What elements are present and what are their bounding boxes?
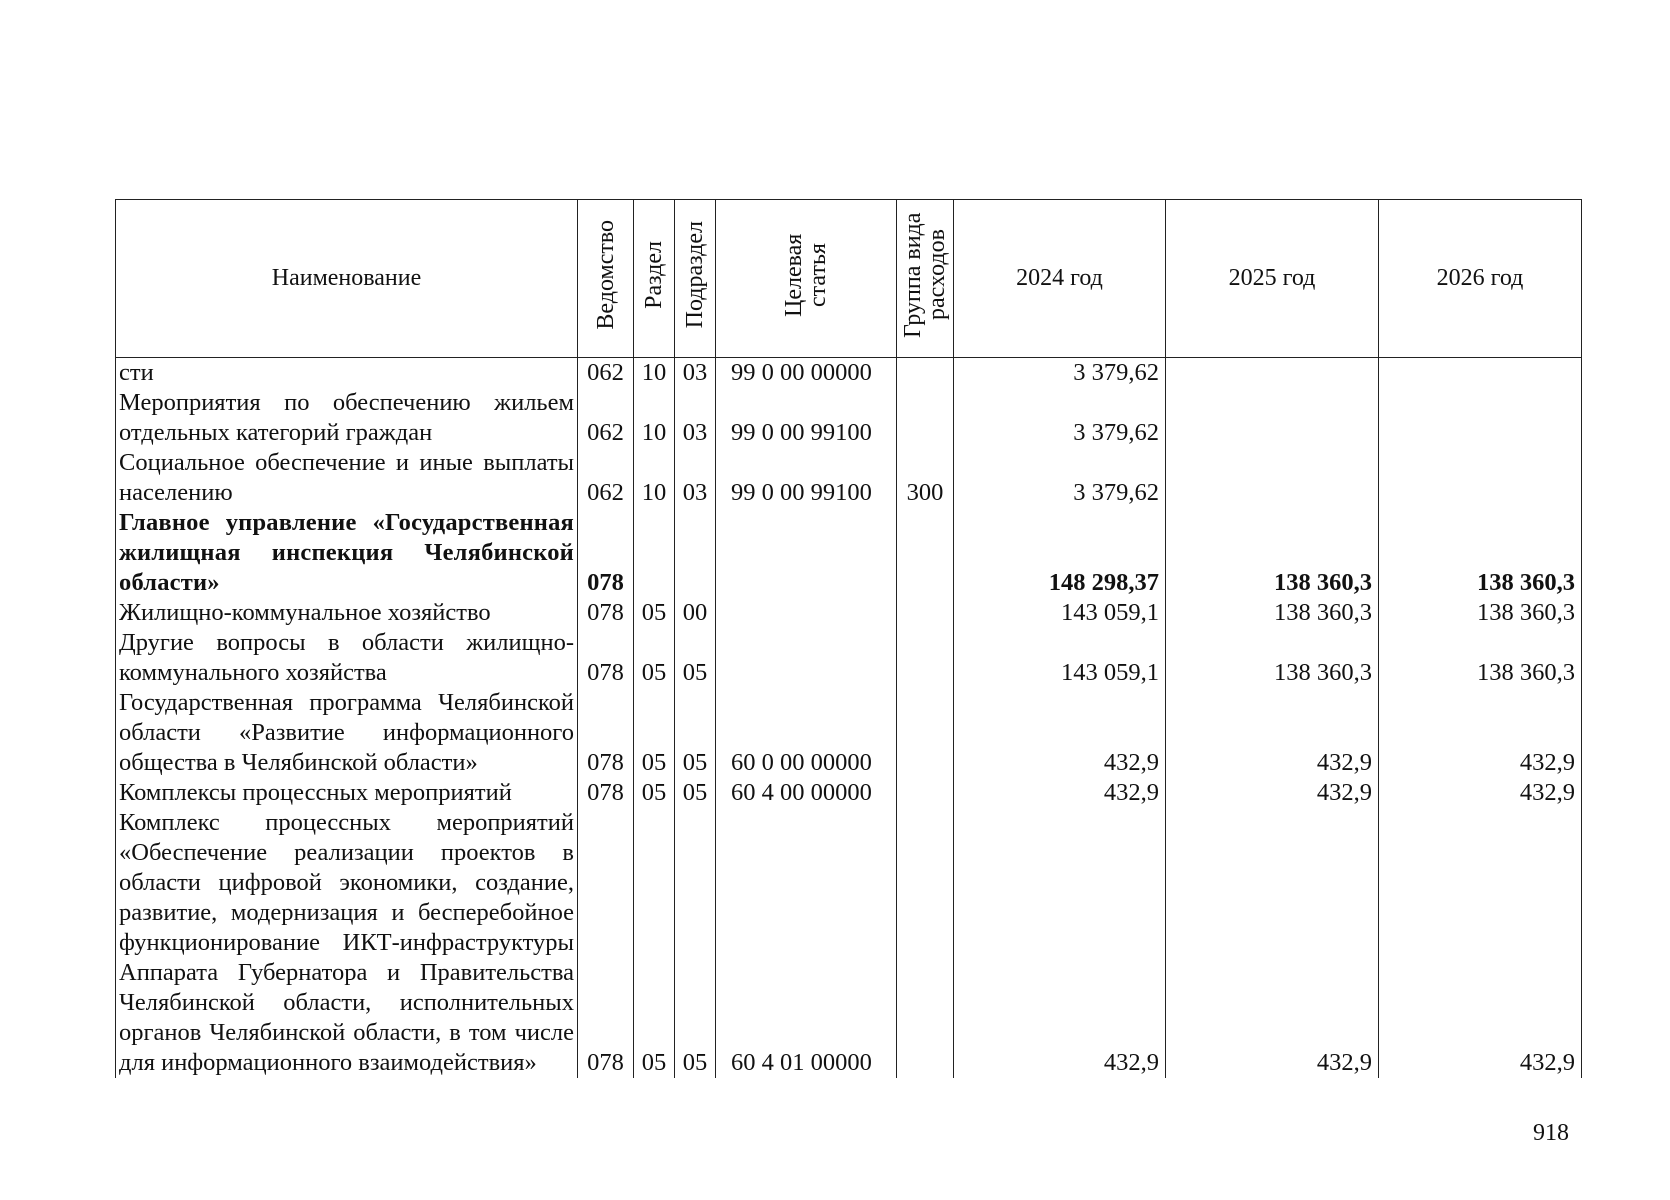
- table-row: [116, 448, 1582, 508]
- row-2026: 138 360,3: [1379, 628, 1582, 688]
- row-2025: 432,9: [1166, 778, 1379, 808]
- row-podrazdel: 03: [675, 358, 716, 389]
- row-podrazdel: 00: [675, 598, 716, 628]
- row-ved: 062: [578, 358, 634, 389]
- row-celevaya: [716, 598, 897, 628]
- row-2026: [1379, 448, 1582, 508]
- row-name: Государственная программа Челябинской области «Развитие информационного общества в Челябинской области»: [116, 688, 578, 778]
- row-2025: 138 360,3: [1166, 628, 1379, 688]
- row-podrazdel: 05: [675, 778, 716, 808]
- row-2024: 143 059,1: [954, 628, 1166, 688]
- header-podrazdel-label: Подраздел: [682, 221, 708, 329]
- header-razdel-label: Раздел: [641, 241, 667, 309]
- row-podrazdel: 03: [675, 388, 716, 448]
- table-header-row: [116, 200, 1582, 358]
- row-2024: 432,9: [954, 688, 1166, 778]
- row-gruppa: [897, 808, 954, 1078]
- row-razdel: 10: [634, 388, 675, 448]
- row-gruppa: 300: [897, 448, 954, 508]
- table-row: [116, 508, 1582, 598]
- header-celevaya-label: Целевая статья: [781, 233, 831, 317]
- row-razdel: [634, 508, 675, 598]
- row-gruppa: [897, 628, 954, 688]
- row-2024: 3 379,62: [954, 358, 1166, 389]
- row-podrazdel: [675, 508, 716, 598]
- row-ved: 078: [578, 808, 634, 1078]
- row-celevaya: 99 0 00 00000: [716, 358, 897, 389]
- page-number: 918: [1533, 1120, 1569, 1146]
- row-2026: 432,9: [1379, 688, 1582, 778]
- row-name: Мероприятия по обеспечению жильем отдельных категорий граждан: [116, 388, 578, 448]
- row-razdel: 05: [634, 628, 675, 688]
- row-2025: [1166, 388, 1379, 448]
- row-podrazdel: 05: [675, 688, 716, 778]
- header-gruppa: [897, 200, 954, 358]
- row-celevaya: 60 4 00 00000: [716, 778, 897, 808]
- row-2026: 138 360,3: [1379, 598, 1582, 628]
- row-celevaya: 60 4 01 00000: [716, 808, 897, 1078]
- table-body: [116, 358, 1582, 1079]
- row-2024: 148 298,37: [954, 508, 1166, 598]
- row-ved: 078: [578, 508, 634, 598]
- row-2024: 3 379,62: [954, 448, 1166, 508]
- row-podrazdel: 03: [675, 448, 716, 508]
- row-ved: 062: [578, 388, 634, 448]
- row-2026: [1379, 358, 1582, 389]
- row-name: Комплекс процессных мероприятий «Обеспечение реализации проектов в области цифровой экономики, создание, развитие, модернизация и бесперебойное функционирование ИКТ-инфраструктуры Аппарата Губернатора и Правительства Челябинской области, исполнительных органов Челябинской области, в том числе для информационного взаимодействия»: [116, 808, 578, 1078]
- row-2025: [1166, 358, 1379, 389]
- row-2026: [1379, 388, 1582, 448]
- row-2025: [1166, 448, 1379, 508]
- table-row: [116, 688, 1582, 778]
- row-2024: 432,9: [954, 778, 1166, 808]
- row-gruppa: [897, 388, 954, 448]
- row-podrazdel: 05: [675, 808, 716, 1078]
- row-ved: 078: [578, 688, 634, 778]
- header-2024: 2024 год: [954, 200, 1166, 358]
- row-name: Главное управление «Государственная жилищная инспекция Челябинской области»: [116, 508, 578, 598]
- row-razdel: 05: [634, 778, 675, 808]
- budget-table: [115, 199, 1582, 1078]
- row-name: Социальное обеспечение и иные выплаты населению: [116, 448, 578, 508]
- row-gruppa: [897, 778, 954, 808]
- row-podrazdel: 05: [675, 628, 716, 688]
- row-name: Другие вопросы в области жилищно-коммунального хозяйства: [116, 628, 578, 688]
- header-gruppa-label: Группа вида расходов: [900, 212, 950, 338]
- row-2025: 138 360,3: [1166, 598, 1379, 628]
- table-row: [116, 628, 1582, 688]
- row-ved: 062: [578, 448, 634, 508]
- header-celevaya: [716, 200, 897, 358]
- row-2025: 432,9: [1166, 688, 1379, 778]
- row-gruppa: [897, 358, 954, 389]
- table-row: [116, 598, 1582, 628]
- row-razdel: 05: [634, 598, 675, 628]
- row-razdel: 05: [634, 808, 675, 1078]
- row-razdel: 10: [634, 448, 675, 508]
- row-ved: 078: [578, 778, 634, 808]
- row-razdel: 10: [634, 358, 675, 389]
- row-name: Комплексы процессных мероприятий: [116, 778, 578, 808]
- row-2024: 3 379,62: [954, 388, 1166, 448]
- header-ved: [578, 200, 634, 358]
- row-name: сти: [116, 358, 578, 389]
- table-row: [116, 808, 1582, 1078]
- row-2025: 432,9: [1166, 808, 1379, 1078]
- row-gruppa: [897, 598, 954, 628]
- row-celevaya: 99 0 00 99100: [716, 448, 897, 508]
- table-row: [116, 778, 1582, 808]
- header-2025: 2025 год: [1166, 200, 1379, 358]
- row-name: Жилищно-коммунальное хозяйство: [116, 598, 578, 628]
- row-gruppa: [897, 688, 954, 778]
- row-2026: 138 360,3: [1379, 508, 1582, 598]
- row-2024: 143 059,1: [954, 598, 1166, 628]
- table-row: [116, 388, 1582, 448]
- row-2026: 432,9: [1379, 808, 1582, 1078]
- header-podrazdel: [675, 200, 716, 358]
- row-celevaya: 60 0 00 00000: [716, 688, 897, 778]
- header-razdel: [634, 200, 675, 358]
- header-2026: 2026 год: [1379, 200, 1582, 358]
- row-ved: 078: [578, 628, 634, 688]
- table-row: [116, 358, 1582, 389]
- header-name: Наименование: [116, 200, 578, 358]
- row-2026: 432,9: [1379, 778, 1582, 808]
- row-2024: 432,9: [954, 808, 1166, 1078]
- row-razdel: 05: [634, 688, 675, 778]
- row-celevaya: [716, 508, 897, 598]
- row-ved: 078: [578, 598, 634, 628]
- row-2025: 138 360,3: [1166, 508, 1379, 598]
- row-gruppa: [897, 508, 954, 598]
- row-celevaya: 99 0 00 99100: [716, 388, 897, 448]
- header-ved-label: Ведомство: [592, 220, 619, 330]
- row-celevaya: [716, 628, 897, 688]
